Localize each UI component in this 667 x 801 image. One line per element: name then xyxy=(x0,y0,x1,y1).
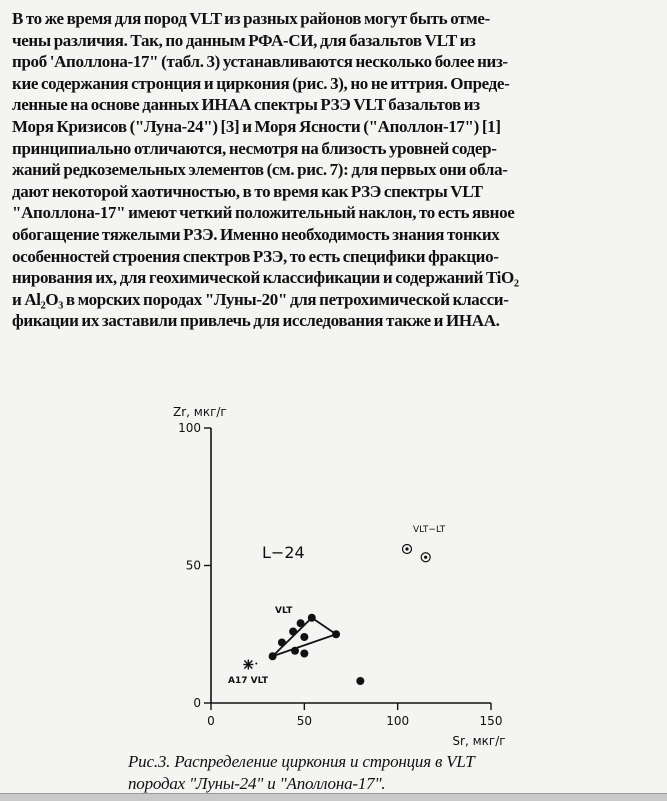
paragraph-line: обогащение тяжелыми РЗЭ. Именно необходимость знания тонких xyxy=(12,224,500,244)
annotation-vlt-lt: VLT−LT xyxy=(413,525,446,535)
asterisk-dot xyxy=(255,663,257,665)
paragraph-line: ленные на основе данных ИНАА спектры РЗЭ VLT базальтов из xyxy=(12,95,480,115)
data-point-l24 xyxy=(332,630,340,638)
chart-labels xyxy=(228,525,446,686)
annotation-a17-vlt: A17 VLT xyxy=(228,676,268,686)
y-tick-label: 100 xyxy=(178,421,201,435)
x-tick-label: 50 xyxy=(296,714,312,728)
annotation-l24: L−24 xyxy=(262,543,305,562)
data-point-a17 xyxy=(243,660,253,670)
data-point-l24 xyxy=(300,650,308,658)
paragraph-line: и Al₂O₃ в морских породах "Луны-20" для петрохимической класси- xyxy=(12,289,509,309)
data-point-l24 xyxy=(269,652,277,660)
paragraph-line: принципиально отличаются, несмотря на близость уровней содер- xyxy=(12,138,497,158)
figure-caption xyxy=(128,751,588,795)
data-point-l24 xyxy=(308,614,316,622)
x-axis-label: Sr, мкг/г xyxy=(452,734,506,748)
x-tick-label: 150 xyxy=(479,714,503,728)
paragraph-line: Моря Кризисов ("Луна-24") [3] и Моря Ясности ("Аполлон-17") [1] xyxy=(12,116,501,136)
paragraph-line: чены различия. Так, по данным РФА-СИ, для базальтов VLT из xyxy=(12,30,476,50)
paragraph-line: проб 'Аполлона-17" (табл. 3) устанавливаются несколько более низ- xyxy=(12,52,508,72)
data-point-l24 xyxy=(291,647,299,655)
paragraph-line: фикации их заставили привлечь для исследования также и ИНАА. xyxy=(12,311,500,331)
data-point-l24 xyxy=(300,633,308,641)
data-point-l24 xyxy=(278,639,286,647)
chart-marks xyxy=(243,545,430,686)
data-point-l24 xyxy=(356,677,364,685)
paragraph-line: дают некоторой хаотичностью, в то время как РЗЭ спектры VLT xyxy=(12,181,483,201)
paragraph-line: особенностей строения спектров РЗЭ, то есть специфики фракцио- xyxy=(12,246,499,266)
paragraph-line: жаний редкоземельных элементов (см. рис. 7): для первых они обла- xyxy=(12,160,508,180)
paragraph-line: В то же время для пород VLT из разных районов могут быть отме- xyxy=(12,9,490,28)
ring-dot xyxy=(405,547,408,550)
annotation-vlt: VLT xyxy=(275,606,293,616)
chart-axes xyxy=(173,405,506,748)
data-point-l24 xyxy=(297,619,305,627)
data-point-l24 xyxy=(289,628,297,636)
y-tick-label: 50 xyxy=(185,558,201,573)
y-tick-label: 0 xyxy=(193,696,201,710)
caption-line-1: Рис.3. Распределение циркония и стронция в VLT xyxy=(128,752,475,771)
paragraph-line: "Аполлона-17" имеют четкий положительный наклон, то есть явное xyxy=(12,203,515,223)
x-tick-label: 100 xyxy=(386,714,410,728)
paragraph-line: нирования их, для геохимической классификации и содержаний TiO₂ xyxy=(12,268,519,288)
y-axis-label: Zr, мкг/г xyxy=(173,405,227,419)
ring-dot xyxy=(424,556,427,559)
x-tick-label: 0 xyxy=(207,714,215,728)
data-point-vlt-lt xyxy=(403,545,412,554)
caption-line-2: породах "Луны-24" и "Аполлона-17". xyxy=(128,774,386,793)
paragraph-line: кие содержания стронция и циркония (рис. 3), но не иттрия. Опреде- xyxy=(12,73,510,93)
data-point-vlt-lt xyxy=(421,553,430,562)
